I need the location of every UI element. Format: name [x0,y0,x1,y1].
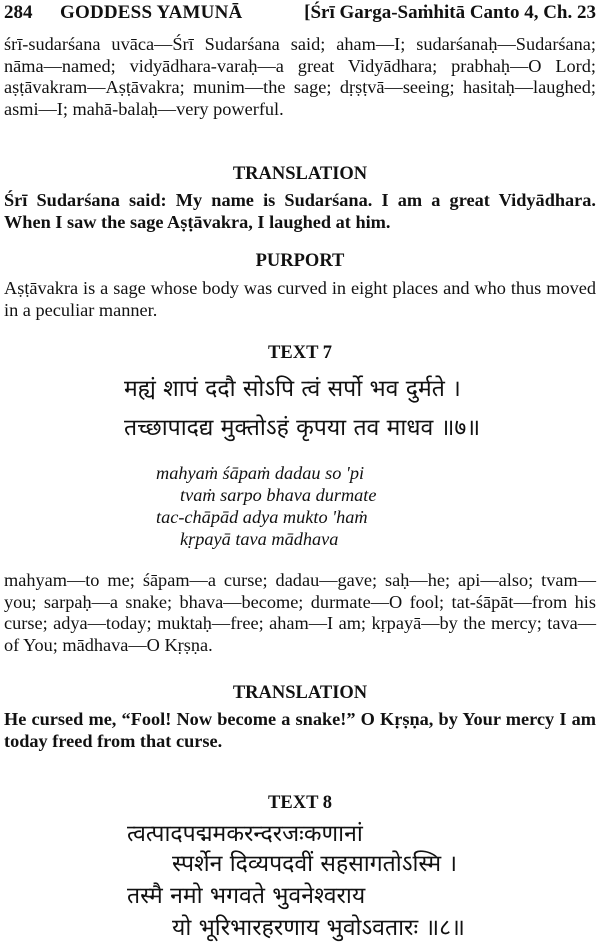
devanagari-line: स्पर्शेन दिव्यपदवीं सहसागतोऽस्मि । [172,851,458,877]
synonyms-paragraph: mahyam—to me; śāpam—a curse; dadau—gave; saḥ—he; api—also; tvam—you; sarpaḥ—a snake; bhava—become; durmate—O fool; tat-śāpāt—from his curse; adya—today; muktaḥ—free; aham—I am; kṛpayā—by the mercy; tava—of You; mādhava—O Kṛṣṇa. [4,570,596,655]
transliteration-line: kṛpayā tava mādhava [180,529,339,549]
chapter-reference: [Śrī Garga-Saṁhitā Canto 4, Ch. 23 [304,2,596,23]
translation-heading-6: TRANSLATION [232,164,368,184]
translation-heading-7: TRANSLATION [232,683,368,703]
devanagari-line: तस्मै नमो भगवते भुवनेश्वराय [127,883,366,909]
page-header [4,2,596,28]
transliteration-line: tvaṁ sarpo bhava durmate [180,485,377,505]
synonyms-paragraph: śrī-sudarśana uvāca—Śrī Sudarśana said; aham—I; sudarśanaḥ—Sudarśana; nāma—named; vidyādhara-varaḥ—a great Vidyādhara; prabhaḥ—O Lord; aṣṭāvakram—Aṣṭāvakra; munim—the sage; dṛṣṭvā—seeing; hasitaḥ—laughed; asmi—I; mahā-balaḥ—very powerful. [4,34,596,119]
synonyms-text-7 [4,570,596,656]
transliteration-line: tac-chāpād adya mukto 'haṁ [156,507,368,527]
book-title: GODDESS YAMUNĀ [60,2,243,23]
purport-heading: PURPORT [255,251,345,271]
purport-paragraph: Aṣṭāvakra is a sage whose body was curved in eight places and who thus moved in a peculiar manner. [4,278,596,320]
purport-text [4,278,596,321]
text-8-heading: TEXT 8 [268,793,332,813]
devanagari-line: मह्यं शापं ददौ सोऽपि त्वं सर्पो भव दुर्मते । [124,376,461,402]
translation-paragraph: He cursed me, “Fool! Now become a snake!” O Kṛṣṇa, by Your mercy I am today freed from that curse. [4,709,596,751]
devanagari-line: तच्छापादद्य मुक्तोऽहं कृपया तव माधव ॥७॥ [124,415,481,441]
page-number: 284 [4,2,33,23]
translation-paragraph: Śrī Sudarśana said: My name is Sudarśana. I am a great Vidyādhara. When I saw the sage Aṣṭāvakra, I laughed at him. [4,190,596,232]
translation-text-6 [4,190,596,233]
synonyms-text-6 [4,34,596,120]
devanagari-line: त्वत्पादपद्ममकरन्दरजःकणानां [127,821,363,847]
translation-text-7 [4,709,596,752]
devanagari-line: यो भूरिभारहरणाय भुवोऽवतारः ॥८॥ [172,915,465,941]
transliteration-line: mahyaṁ śāpaṁ dadau so 'pi [156,463,365,483]
text-7-heading: TEXT 7 [268,343,332,363]
